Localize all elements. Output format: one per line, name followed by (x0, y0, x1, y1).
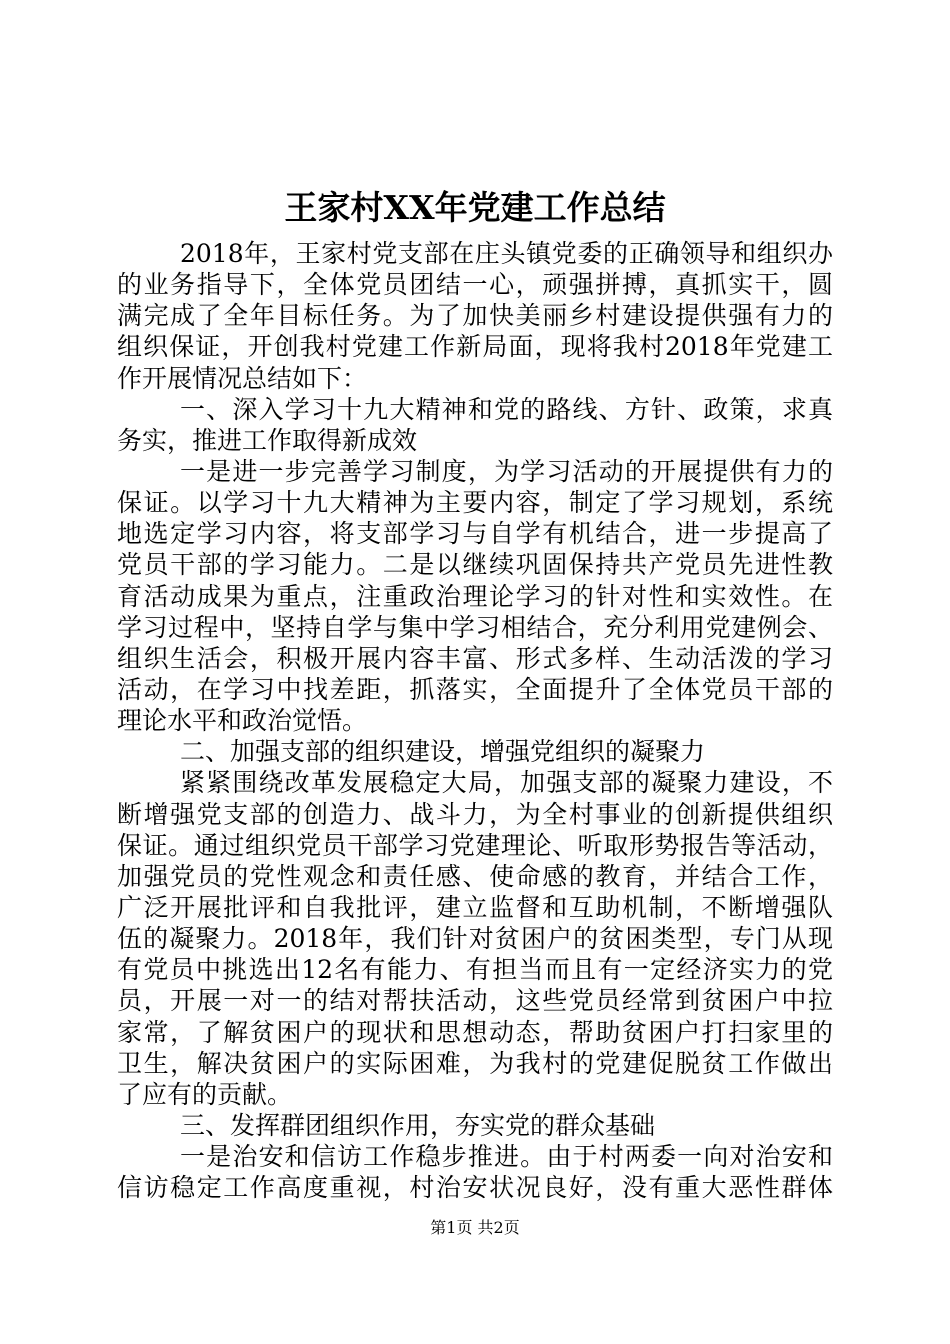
paragraph-line: 员，开展一对一的结对帮扶活动，这些党员经常到贫困户中拉 (117, 986, 833, 1016)
paragraph-line: 一是治安和信访工作稳步推进。由于村两委一向对治安和 (180, 1142, 833, 1172)
paragraph-line: 一是进一步完善学习制度，为学习活动的开展提供有力的 (180, 456, 833, 486)
paragraph-line: 地选定学习内容，将支部学习与自学有机结合，进一步提高了 (117, 519, 833, 549)
section-heading-line: 务实，推进工作取得新成效 (117, 425, 418, 455)
paragraph-line: 保证。以学习十九大精神为主要内容，制定了学习规划，系统 (117, 488, 833, 518)
page-footer (0, 1218, 950, 1238)
paragraph-line: 伍的凝聚力。2018年，我们针对贫困户的贫困类型，专门从现 (117, 924, 833, 954)
paragraph-line: 紧紧围绕改革发展稳定大局，加强支部的凝聚力建设，不 (180, 768, 833, 798)
section-heading-line: 二、加强支部的组织建设，增强党组织的凝聚力 (180, 737, 706, 767)
paragraph-line: 组织生活会，积极开展内容丰富、形式多样、生动活泼的学习 (117, 643, 833, 673)
paragraph-line: 育活动成果为重点，注重政治理论学习的针对性和实效性。在 (117, 581, 833, 611)
paragraph-line: 加强党员的党性观念和责任感、使命感的教育，并结合工作， (117, 861, 833, 891)
paragraph-line: 有党员中挑选出12名有能力、有担当而且有一定经济实力的党 (117, 955, 833, 985)
paragraph-line: 组织保证，开创我村党建工作新局面，现将我村2018年党建工 (117, 332, 833, 362)
section-heading-line: 一、深入学习十九大精神和党的路线、方针、政策，求真 (180, 394, 833, 424)
paragraph-line: 卫生，解决贫困户的实际困难，为我村的党建促脱贫工作做出 (117, 1048, 833, 1078)
paragraph-line: 广泛开展批评和自我批评，建立监督和互助机制，不断增强队 (117, 892, 833, 922)
paragraph-line: 了应有的贡献。 (117, 1079, 293, 1109)
document-title: 王家村XX年党建工作总结 (284, 188, 666, 227)
section-heading-line: 三、发挥群团组织作用，夯实党的群众基础 (180, 1110, 656, 1140)
page-indicator: 第1页 共2页 (430, 1218, 520, 1237)
paragraph-line: 党员干部的学习能力。二是以继续巩固保持共产党员先进性教 (117, 550, 833, 580)
paragraph-line: 作开展情况总结如下： (117, 363, 368, 393)
paragraph-line: 2018年，王家村党支部在庄头镇党委的正确领导和组织办 (180, 239, 833, 268)
paragraph-line: 的业务指导下，全体党员团结一心，顽强拼搏，真抓实干，圆 (117, 270, 833, 300)
paragraph-line: 家常，了解贫困户的现状和思想动态，帮助贫困户打扫家里的 (117, 1017, 833, 1047)
paragraph-line: 活动，在学习中找差距，抓落实，全面提升了全体党员干部的 (117, 674, 833, 704)
document-body (117, 238, 833, 1203)
paragraph-line: 理论水平和政治觉悟。 (117, 706, 368, 736)
paragraph-line: 信访稳定工作高度重视，村治安状况良好，没有重大恶性群体 (117, 1173, 833, 1203)
paragraph-line: 保证。通过组织党员干部学习党建理论、听取形势报告等活动， (117, 830, 833, 860)
paragraph-line: 断增强党支部的创造力、战斗力，为全村事业的创新提供组织 (117, 799, 833, 829)
paragraph-line: 学习过程中，坚持自学与集中学习相结合，充分利用党建例会、 (117, 612, 833, 642)
paragraph-line: 满完成了全年目标任务。为了加快美丽乡村建设提供强有力的 (117, 301, 833, 331)
